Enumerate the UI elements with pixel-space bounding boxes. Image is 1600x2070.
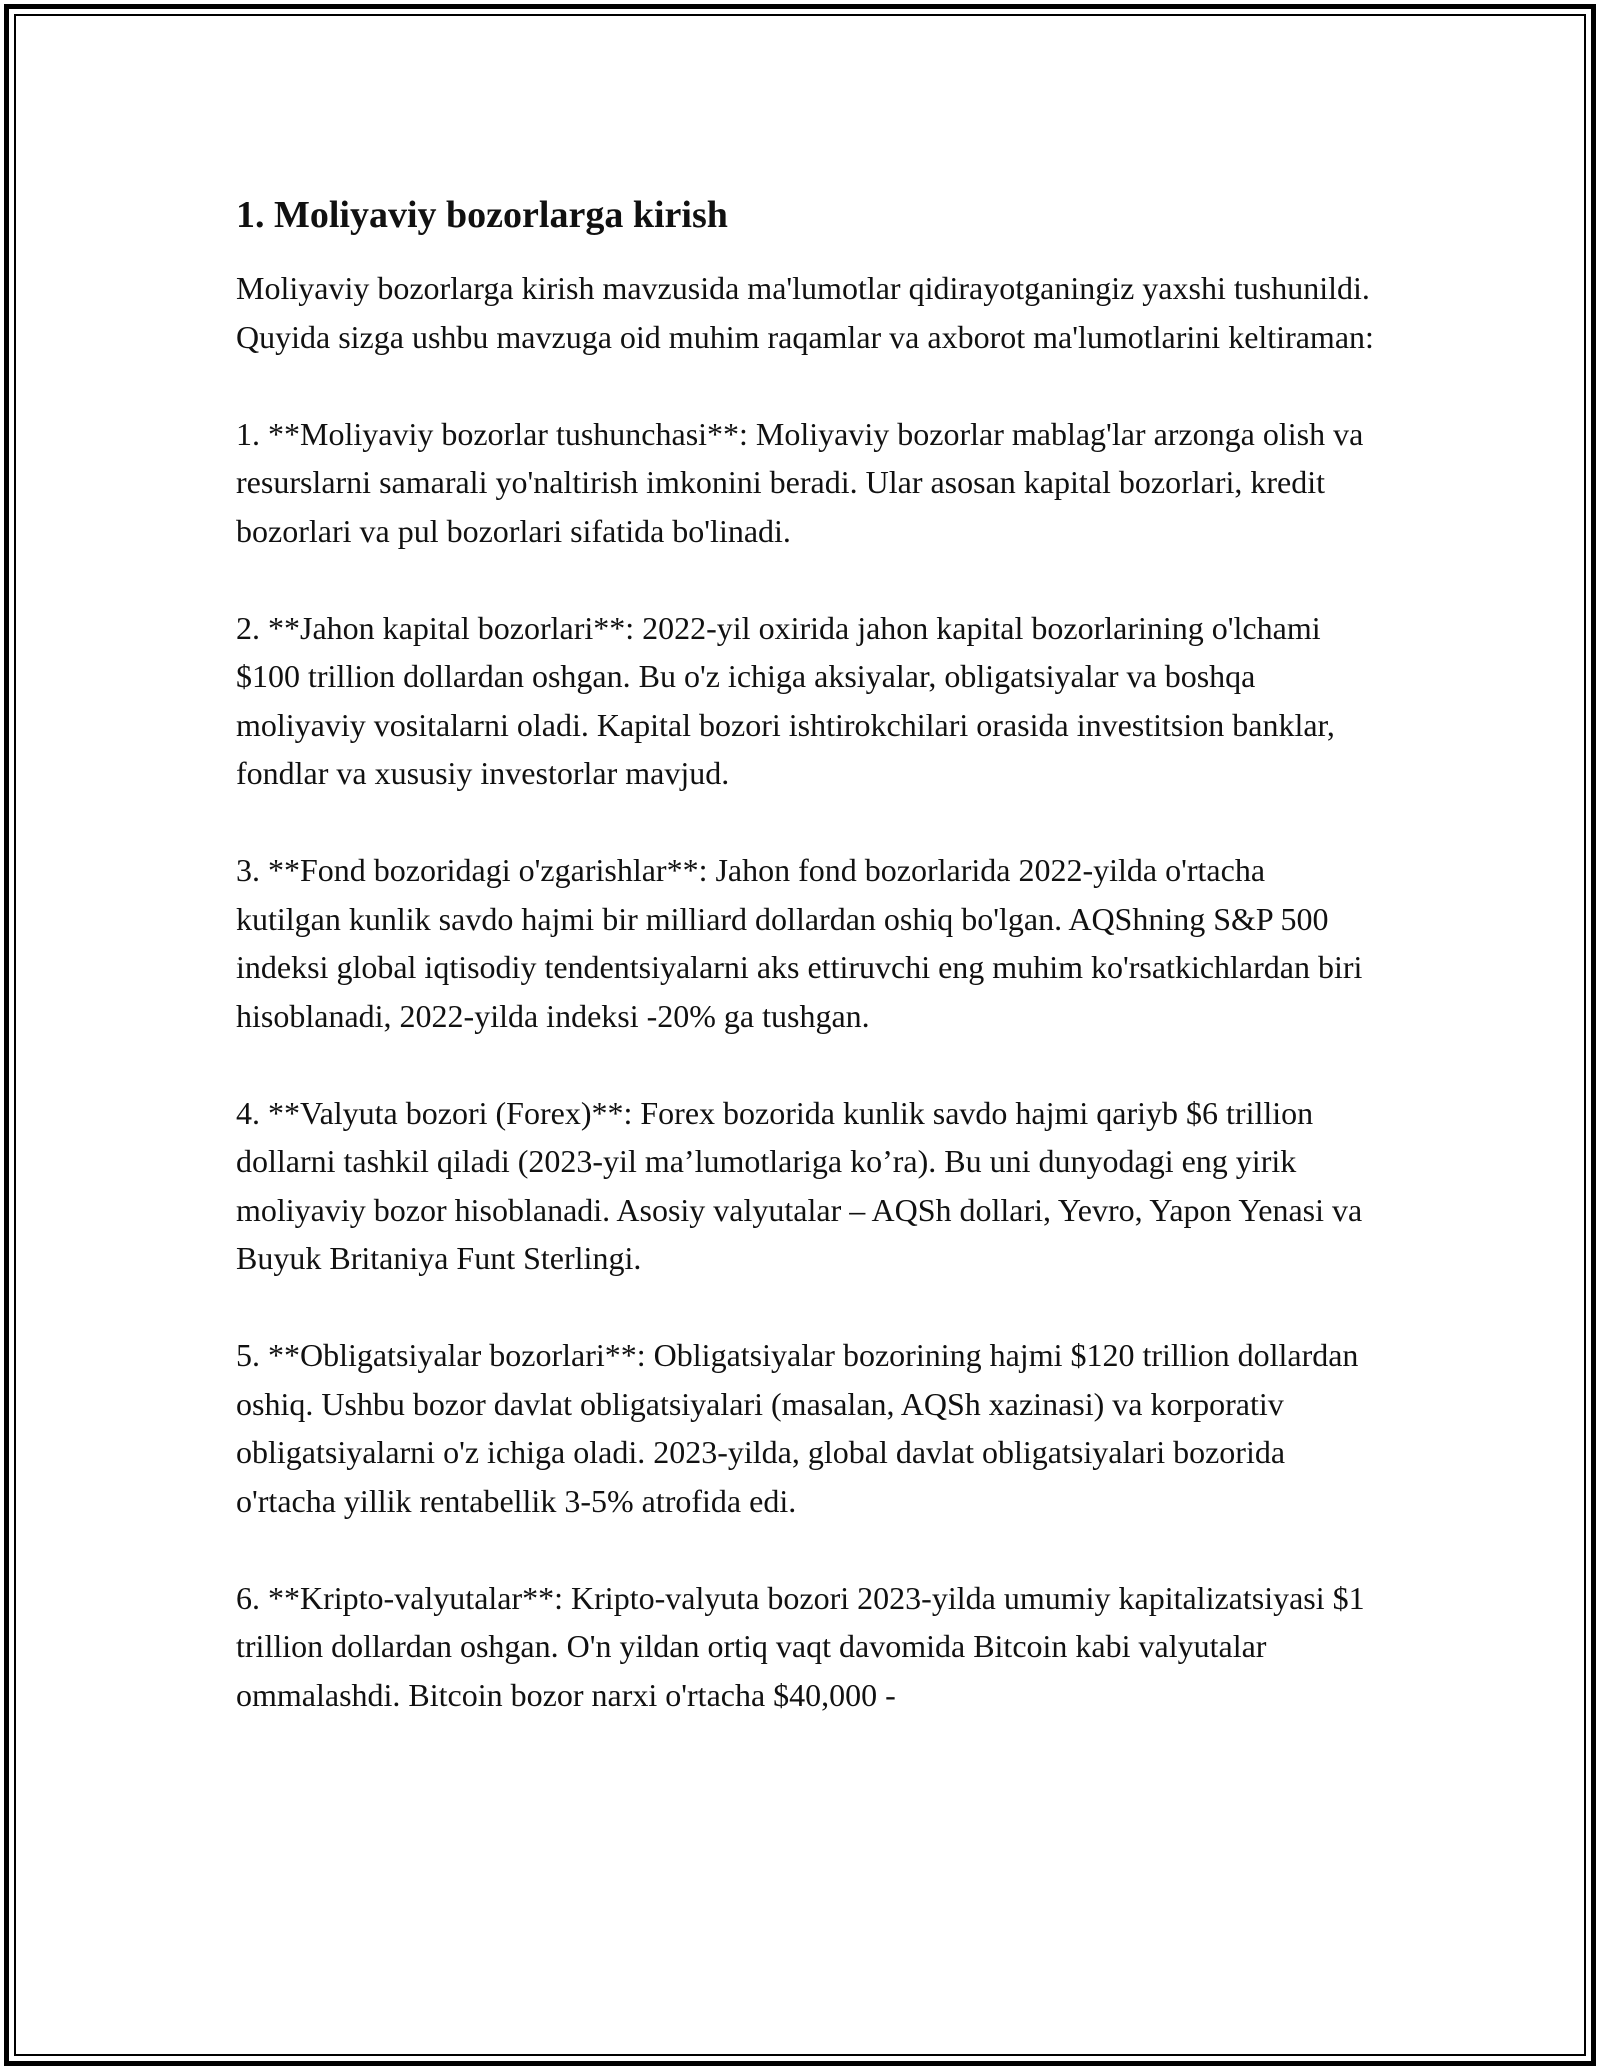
list-item-capital-markets-concept: 1. **Moliyaviy bozorlar tushunchasi**: Moliyaviy bozorlar mablag'lar arzonga olish va resurslarni samarali yo'naltirish imkonini beradi. Ular asosan kapital bozorlari, kredit bozorlari va pul bozorlari sifatida bo'linadi. [236,415,1364,549]
list-item-crypto-currencies: 6. **Kripto-valyutalar**: Kripto-valyuta bozori 2023-yilda umumiy kapitalizatsiyasi $1 trillion dollardan oshgan. O'n yildan ortiq vaqt davomida Bitcoin kabi valyutalar ommalashdi. Bitcoin bozor narxi o'rtacha $40,000 - [236,1579,1365,1713]
list-item-world-capital-markets: 2. **Jahon kapital bozorlari**: 2022-yil oxirida jahon kapital bozorlarining o'lchami $100 trillion dollardan oshgan. Bu o'z ichiga aksiyalar, obligatsiyalar va boshqa moliyaviy vositalarni oladi. Kapital bozori ishtirokchilari orasida investitsion banklar, fondlar va xususiy investorlar mavjud. [236,609,1335,791]
document-title: 1. Moliyaviy bozorlarga kirish [236,194,728,236]
list-item-bond-markets: 5. **Obligatsiyalar bozorlari**: Obligatsiyalar bozorining hajmi $120 trillion dollardan oshiq. Ushbu bozor davlat obligatsiyalari (masalan, AQSh xazinasi) va korporativ obligatsiyalarni o'z ichiga oladi. 2023-yilda, global davlat obligatsiyalari bozorida o'rtacha yillik rentabellik 3-5% atrofida edi. [236,1337,1359,1519]
list-item-stock-market-changes: 3. **Fond bozoridagi o'zgarishlar**: Jahon fond bozorlarida 2022-yilda o'rtacha kutilgan kunlik savdo hajmi bir milliard dollardan oshiq bo'lgan. AQShning S&P 500 indeksi global iqtisodiy tendentsiyalarni aks ettiruvchi eng muhim ko'rsatkichlardan biri hisoblanadi, 2022-yilda indeksi -20% ga tushgan. [236,852,1363,1034]
list-item-forex-market: 4. **Valyuta bozori (Forex)**: Forex bozorida kunlik savdo hajmi qariyb $6 trillion dollarni tashkil qiladi (2023-yil ma’lumotlariga ko’ra). Bu uni dunyodagi eng yirik moliyaviy bozor hisoblanadi. Asosiy valyutalar – AQSh dollari, Yevro, Yapon Yenasi va Buyuk Britaniya Funt Sterlingi. [236,1094,1363,1276]
document-body [236,188,1376,1719]
intro-paragraph: Moliyaviy bozorlarga kirish mavzusida ma'lumotlar qidirayotganingiz yaxshi tushunildi. Quyida sizga ushbu mavzuga oid muhim raqamlar va axborot ma'lumotlarini keltiraman: [236,270,1374,355]
